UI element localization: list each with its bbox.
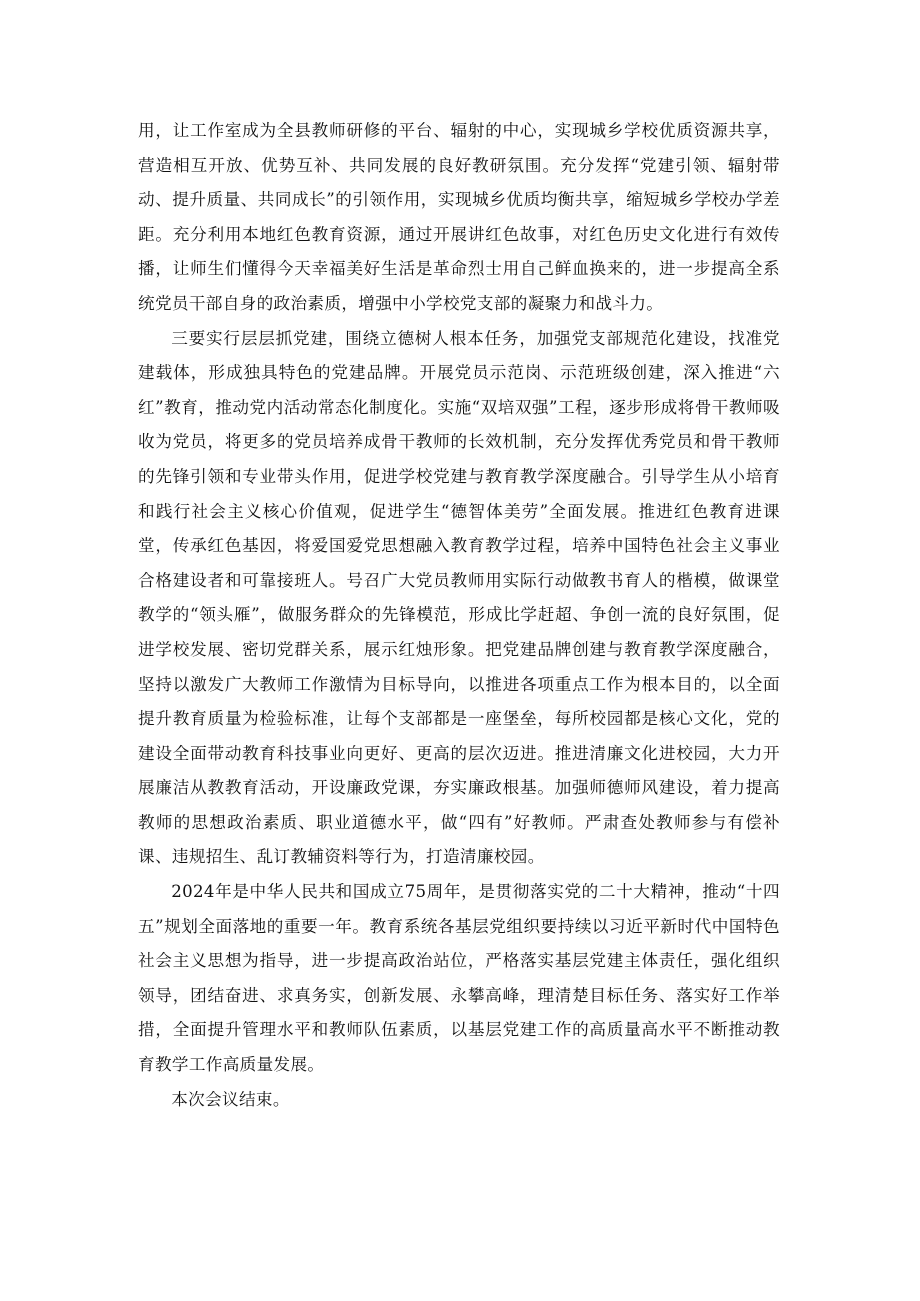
- paragraph-2: 三要实行层层抓党建，围绕立德树人根本任务，加强党支部规范化建设，找准党建载体，形成独具特色的党建品牌。开展党员示范岗、示范班级创建，深入推进“六红”教育，推动党内活动常态化制度化。实施“双培双强”工程，逐步形成将骨干教师吸收为党员，将更多的党员培养成骨干教师的长效机制，充分发挥优秀党员和骨干教师的先锋引领和专业带头作用，促进学校党建与教育教学深度融合。引导学生从小培育和践行社会主义核心价值观，促进学生“德智体美劳”全面发展。推进红色教育进课堂，传承红色基因，将爱国爱党思想融入教育教学过程，培养中国特色社会主义事业合格建设者和可靠接班人。号召广大党员教师用实际行动做教书育人的楷模，做课堂教学的“领头雁”，做服务群众的先锋模范，形成比学赶超、争创一流的良好氛围，促进学校发展、密切党群关系，展示红烛形象。把党建品牌创建与教育教学深度融合，坚持以激发广大教师工作激情为目标导向，以推进各项重点工作为根本目的，以全面提升教育质量为检验标准，让每个支部都是一座堡垒，每所校园都是核心文化，党的建设全面带动教育科技事业向更好、更高的层次迈进。推进清廉文化进校园，大力开展廉洁从教教育活动，开设廉政党课，夯实廉政根基。加强师德师风建设，着力提高教师的思想政治素质、职业道德水平，做“四有”好教师。严肃查处教师参与有偿补课、违规招生、乱订教辅资料等行为，打造清廉校园。: [138, 328, 780, 867]
- document-body: [138, 114, 780, 1117]
- paragraph-4: 本次会议结束。: [171, 1089, 290, 1109]
- paragraph-1: 用，让工作室成为全县教师研修的平台、辐射的中心，实现城乡学校优质资源共享，营造相互开放、优势互补、共同发展的良好教研氛围。充分发挥“党建引领、辐射带动、提升质量、共同成长”的引领作用，实现城乡优质均衡共享，缩短城乡学校办学差距。充分利用本地红色教育资源，通过开展讲红色故事，对红色历史文化进行有效传播，让师生们懂得今天幸福美好生活是革命烈士用自己鲜血换来的，进一步提高全系统党员干部自身的政治素质，增强中小学校党支部的凝聚力和战斗力。: [138, 121, 780, 313]
- paragraph-3: 2024年是中华人民共和国成立75周年，是贯彻落实党的二十大精神，推动“十四五”规划全面落地的重要一年。教育系统各基层党组织要持续以习近平新时代中国特色社会主义思想为指导，进一步提高政治站位，严格落实基层党建主体责任，强化组织领导，团结奋进、求真务实，创新发展、永攀高峰，理清楚目标任务、落实好工作举措，全面提升管理水平和教师队伍素质，以基层党建工作的高质量高水平不断推动教育教学工作高质量发展。: [138, 882, 780, 1075]
